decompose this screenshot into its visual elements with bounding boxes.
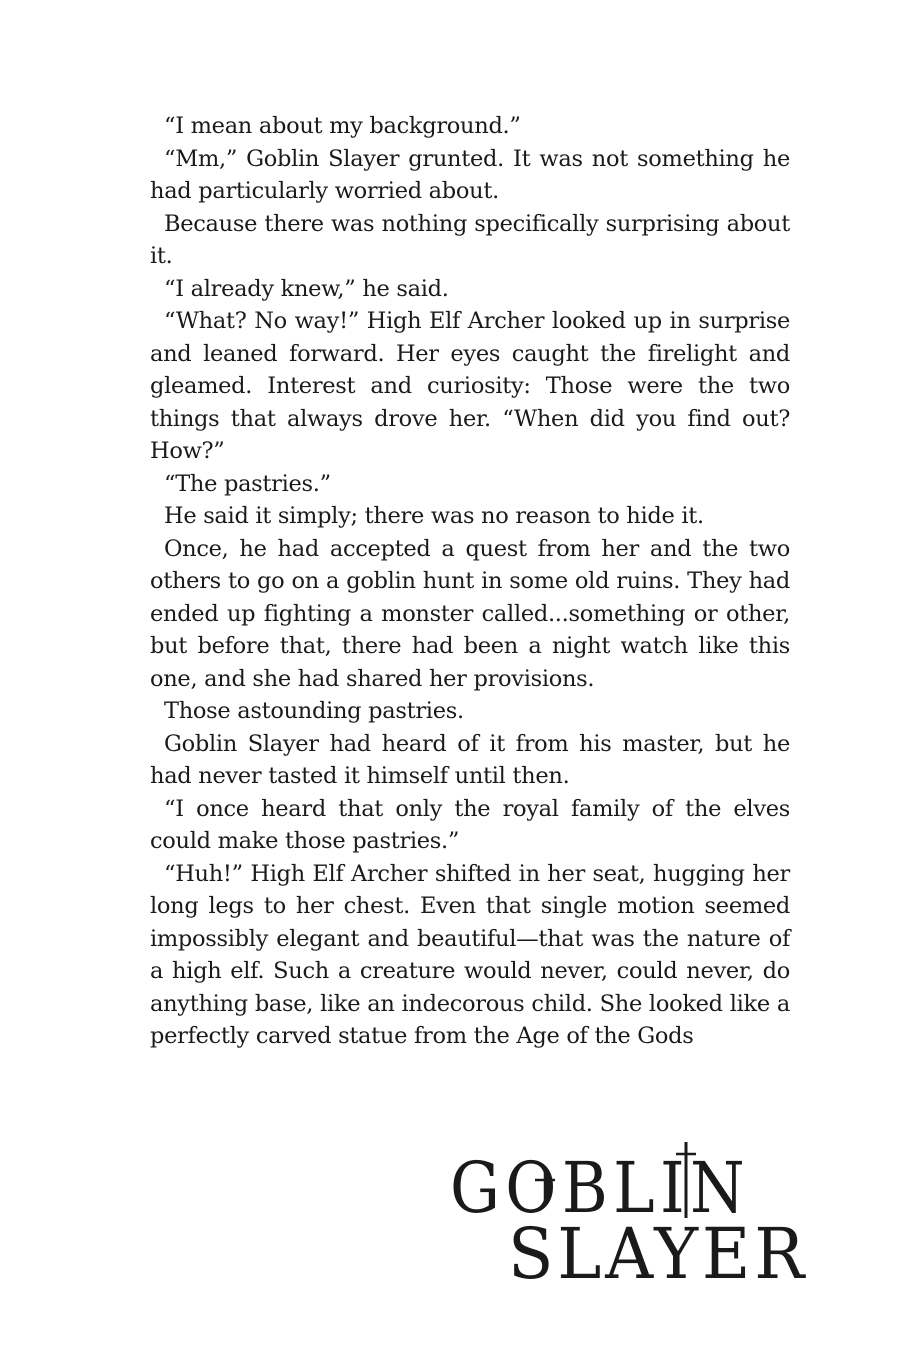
- paragraph-10: Goblin Slayer had heard of it from his master, but he had never tasted it himself until then.: [150, 730, 790, 789]
- logo-line-1: GOBLIN: [450, 1147, 750, 1229]
- goblin-slayer-logo: [450, 1140, 820, 1290]
- logo-line-2: SLAYER: [508, 1213, 808, 1290]
- paragraph-9: Those astounding pastries.: [164, 698, 464, 724]
- paragraph-11: “I once heard that only the royal family of the elves could make those pastries.”: [150, 795, 790, 854]
- paragraph-4: “I already knew,” he said.: [164, 275, 449, 302]
- paragraph-2: “Mm,” Goblin Slayer grunted. It was not something he had particularly worried about.: [150, 145, 790, 204]
- paragraph-5: “What? No way!” High Elf Archer looked up in surprise and leaned forward. Her eyes caught the firelight and gleamed. Interest and curiosity: Those were the two things that always drove her. “When did you find out? How?”: [150, 308, 790, 464]
- paragraph-3: Because there was nothing specifically surprising about it.: [150, 210, 790, 269]
- paragraph-1: “I mean about my background.”: [164, 113, 521, 139]
- paragraph-6: “The pastries.”: [164, 470, 331, 497]
- body-text: [150, 110, 790, 1053]
- paragraph-8: Once, he had accepted a quest from her and the two others to go on a goblin hunt in some old ruins. They had ended up fighting a monster called...something or other, but before that, there had been a night watch like this one, and she had shared her provisions.: [150, 535, 790, 692]
- paragraph-7: He said it simply; there was no reason to hide it.: [164, 503, 704, 529]
- paragraph-12: “Huh!” High Elf Archer shifted in her seat, hugging her long legs to her chest. Even that single motion seemed impossibly elegant and beautiful—that was the nature of a high elf. Such a creature would never, could never, do anything base, like an indecorous child. She looked like a perfectly carved statue from the Age of the Gods: [150, 860, 790, 1049]
